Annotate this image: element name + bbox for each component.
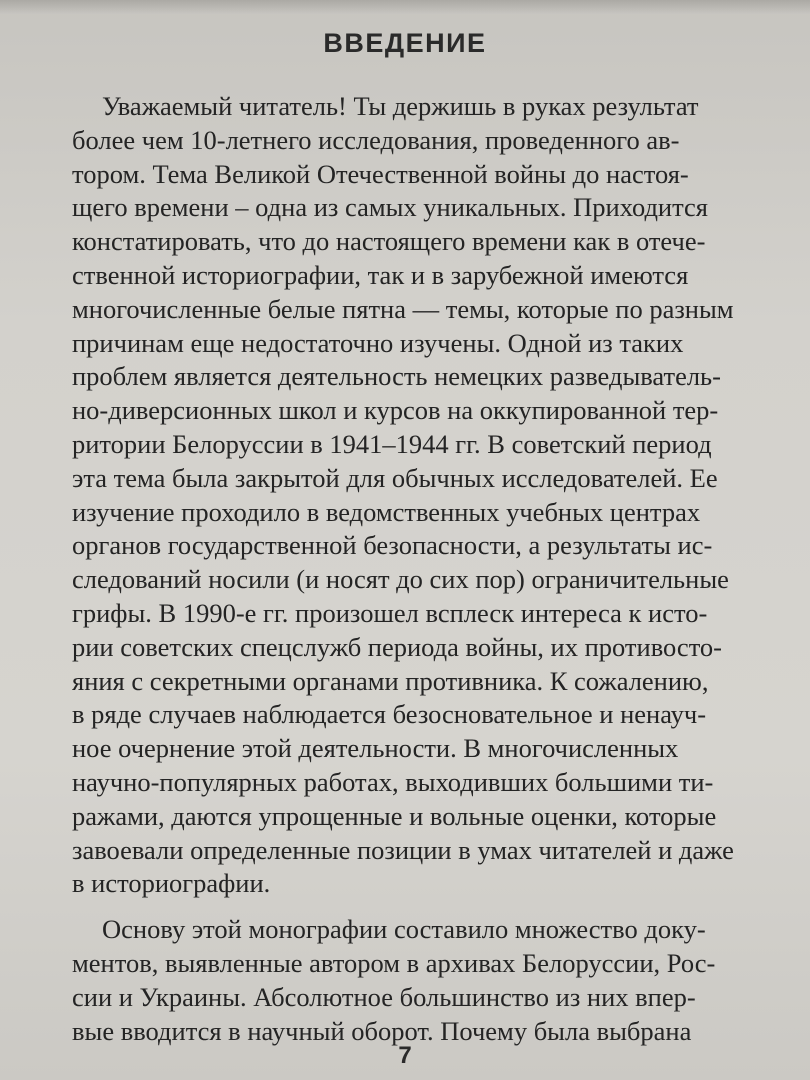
text-line: в ряде случаев наблюдается безосновательное и ненауч- bbox=[72, 699, 707, 730]
text-line: в историографии. bbox=[72, 868, 271, 899]
text-line: более чем 10-летнего исследования, проведенного ав- bbox=[72, 124, 680, 155]
text-line: завоевали определенные позиции в умах читателей и даже bbox=[72, 834, 734, 865]
body-text bbox=[72, 90, 752, 1048]
text-line: Основу этой монографии составило множество доку- bbox=[102, 914, 706, 945]
text-line: констатировать, что до настоящего времени как в отече- bbox=[72, 226, 706, 257]
text-line: Уважаемый читатель! Ты держишь в руках результат bbox=[102, 91, 699, 121]
text-line: следований носили (и носят до сих пор) ограничительные bbox=[72, 564, 729, 595]
text-line: изучение проходило в ведомственных учебных центрах bbox=[72, 496, 701, 527]
text-line: научно-популярных работах, выходивших большими ти- bbox=[72, 766, 714, 797]
text-line: щего времени – одна из самых уникальных. Приходится bbox=[72, 192, 708, 223]
text-line: рии советских спецслужб периода войны, их противосто- bbox=[72, 631, 723, 662]
text-line: многочисленные белые пятна — темы, которые по разным bbox=[72, 293, 734, 324]
text-line: причинам еще недостаточно изучены. Одной из таких bbox=[72, 327, 684, 358]
chapter-heading: ВВЕДЕНИЕ bbox=[323, 28, 487, 58]
paragraph-2 bbox=[72, 913, 752, 1048]
text-line: грифы. В 1990-е гг. произошел всплеск интереса к исто- bbox=[72, 597, 708, 628]
page-number: 7 bbox=[398, 1042, 412, 1069]
text-line: тором. Тема Великой Отечественной войны до настоя- bbox=[72, 158, 689, 189]
text-line: яния с секретными органами противника. К сожалению, bbox=[72, 665, 709, 696]
paragraph-1 bbox=[72, 90, 752, 901]
text-line: ражами, даются упрощенные и вольные оценки, которые bbox=[72, 800, 717, 831]
text-line: вые вводится в научный оборот. Почему была выбрана bbox=[72, 1015, 692, 1046]
text-line: органов государственной безопасности, а результаты ис- bbox=[72, 530, 713, 561]
text-line: проблем является деятельность немецких разведыватель- bbox=[72, 361, 721, 392]
text-line: ментов, выявленные автором в архивах Белоруссии, Рос- bbox=[72, 947, 716, 978]
text-line: но-диверсионных школ и курсов на оккупированной тер- bbox=[72, 395, 719, 426]
page-top-shadow bbox=[0, 0, 810, 14]
text-line: сии и Украины. Абсолютное большинство из них впер- bbox=[72, 981, 696, 1012]
paragraph-gap bbox=[72, 901, 752, 913]
text-line: ное очернение этой деятельности. В многочисленных bbox=[72, 733, 679, 764]
text-line: ритории Белоруссии в 1941–1944 гг. В советский период bbox=[72, 428, 712, 459]
text-line: эта тема была закрытой для обычных исследователей. Ее bbox=[72, 462, 718, 493]
text-line: ственной историографии, так и в зарубежной имеются bbox=[72, 259, 689, 290]
